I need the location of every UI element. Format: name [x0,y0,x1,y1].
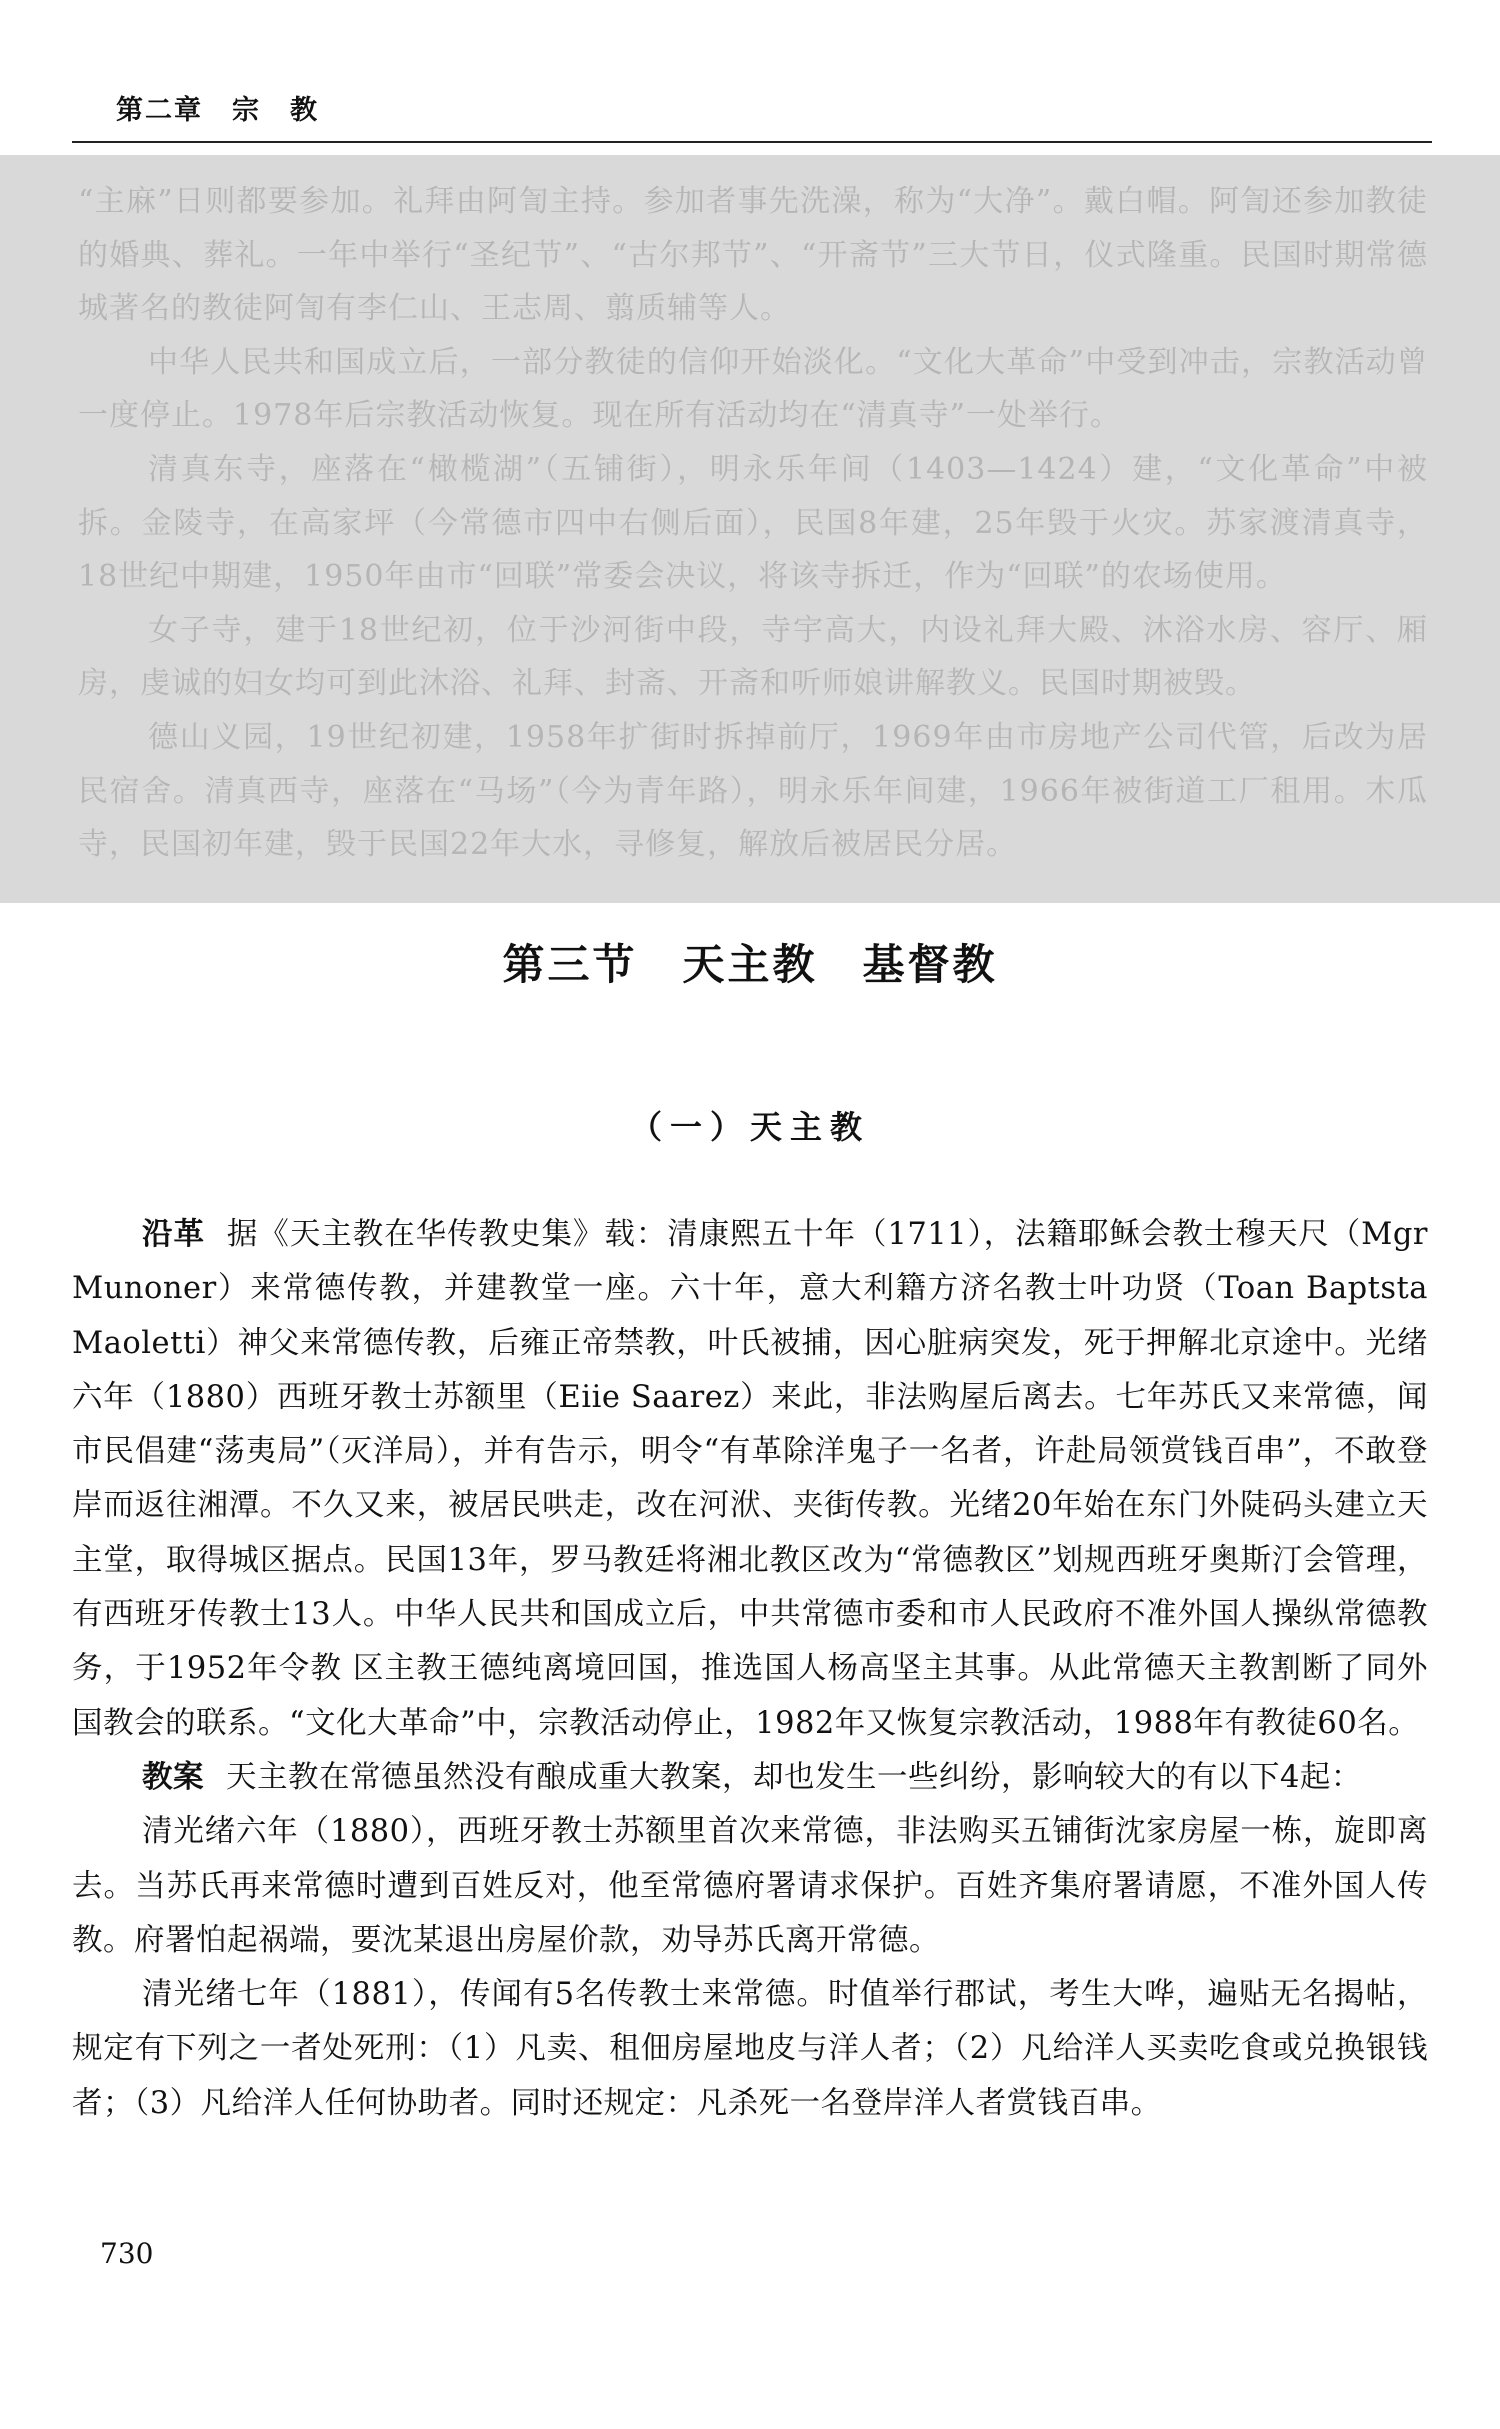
paragraph-text: 据《天主教在华传教史集》载：清康熙五十年（1711），法籍耶稣会教士穆天尺（Mgr Munoner）来常德传教，并建教堂一座。六十年，意大利籍方济名教士叶功贤（Toan Baptsta Maoletti）神父来常德传教，后雍正帝禁教，叶氏被捕，因心脏病突发，死于押解北京途中。光绪六年（1880）西班牙教士苏额里（Eiie Saarez）来此，非法购屋后离去。七年苏氏又来常德，闻市民倡建“荡夷局”（灭洋局），并有告示，明令“有革除洋鬼子一名者，许赴局领赏钱百串”，不敢登岸而返往湘潭。不久又来，被居民哄走，改在河洑、夹街传教。光绪20年始在东门外陡码头建立天主堂，取得城区据点。民国13年，罗马教廷将湘北教区改为“常德教区”划规西班牙奥斯汀会管理，有西班牙传教士13人。中华人民共和国成立后，中共常德市委和市人民政府不准外国人操纵常德教务，于1952年令教 区主教王德纯离境回国，推选国人杨高坚主其事。从此常德天主教割断了同外国教会的联系。“文化大革命”中，宗教活动停止，1982年又恢复宗教活动，1988年有教徒60名。 [72,1217,1429,1741]
paragraph-lead: 沿革 [142,1217,205,1252]
page-number: 730 [100,2237,154,2270]
paragraph-case-1881 [72,1968,1428,2131]
paragraph-history [72,1208,1428,1751]
grey-paragraph: 中华人民共和国成立后，一部分教徒的信仰开始淡化。“文化大革命”中受到冲击，宗教活动曾一度停止。1978年后宗教活动恢复。现在所有活动均在“清真寺”一处举行。 [78,344,1428,434]
subsection-title: （一）天主教 [629,1108,870,1146]
header-rule [72,141,1432,143]
grey-paragraph: 德山义园，19世纪初建，1958年扩街时拆掉前厅，1969年由市房地产公司代管，后改为居民宿舍。清真西寺，座落在“马场”（今为青年路），明永乐年间建，1966年被街道工厂租用。木瓜寺，民国初年建，毁于民国22年大水，寻修复，解放后被居民分居。 [78,719,1428,863]
paragraph-text: 清光绪六年（1880），西班牙教士苏额里首次来常德，非法购买五铺街沈家房屋一栋，旋即离去。当苏氏再来常德时遭到百姓反对，他至常德府署请求保护。百姓齐集府署请愿，不准外国人传教。府署怕起祸端，要沈某退出房屋价款，劝导苏氏离开常德。 [72,1814,1428,1958]
grey-paragraph: 清真东寺，座落在“橄榄湖”（五铺街），明永乐年间（1403—1424）建，“文化革命”中被拆。金陵寺，在高家坪（今常德市四中右侧后面），民国8年建，25年毁于火灾。苏家渡清真寺，18世纪中期建，1950年由市“回联”常委会决议，将该寺拆迁，作为“回联”的农场使用。 [78,451,1428,595]
page-header [72,40,1432,140]
previous-section-shaded-block [0,155,1500,903]
paragraph-lead: 教案 [142,1759,204,1795]
body-text [72,1208,1428,2131]
grey-paragraph: “主麻”日则都要参加。礼拜由阿訇主持。参加者事先洗澡，称为“大净”。戴白帽。阿訇还参加教徒的婚典、葬礼。一年中举行“圣纪节”、“古尔邦节”、“开斋节”三大节日，仪式隆重。民国时期常德城著名的教徒阿訇有李仁山、王志周、翦质辅等人。 [78,184,1428,327]
paragraph-case-1880 [72,1805,1428,1968]
section-title: 第三节 天主教 基督教 [502,940,998,989]
paragraph-text: 清光绪七年（1881），传闻有5名传教士来常德。时值举行郡试，考生大哗，遍贴无名揭帖，规定有下列之一者处死刑：（1）凡卖、租佃房屋地皮与洋人者；（2）凡给洋人买卖吃食或兑换银钱者；（3）凡给洋人任何协助者。同时还规定：凡杀死一名登岸洋人者赏钱百串。 [72,1977,1428,2121]
grey-paragraph: 女子寺，建于18世纪初，位于沙河街中段，寺宇高大，内设礼拜大殿、沐浴水房、容厅、厢房，虔诚的妇女均可到此沐浴、礼拜、封斋、开斋和听师娘讲解教义。民国时期被毁。 [78,612,1428,702]
chapter-title: 第二章 宗 教 [116,95,319,126]
paragraph-cases [72,1751,1428,1805]
paragraph-text: 天主教在常德虽然没有酿成重大教案，却也发生一些纠纷，影响较大的有以下4起： [226,1759,1362,1795]
